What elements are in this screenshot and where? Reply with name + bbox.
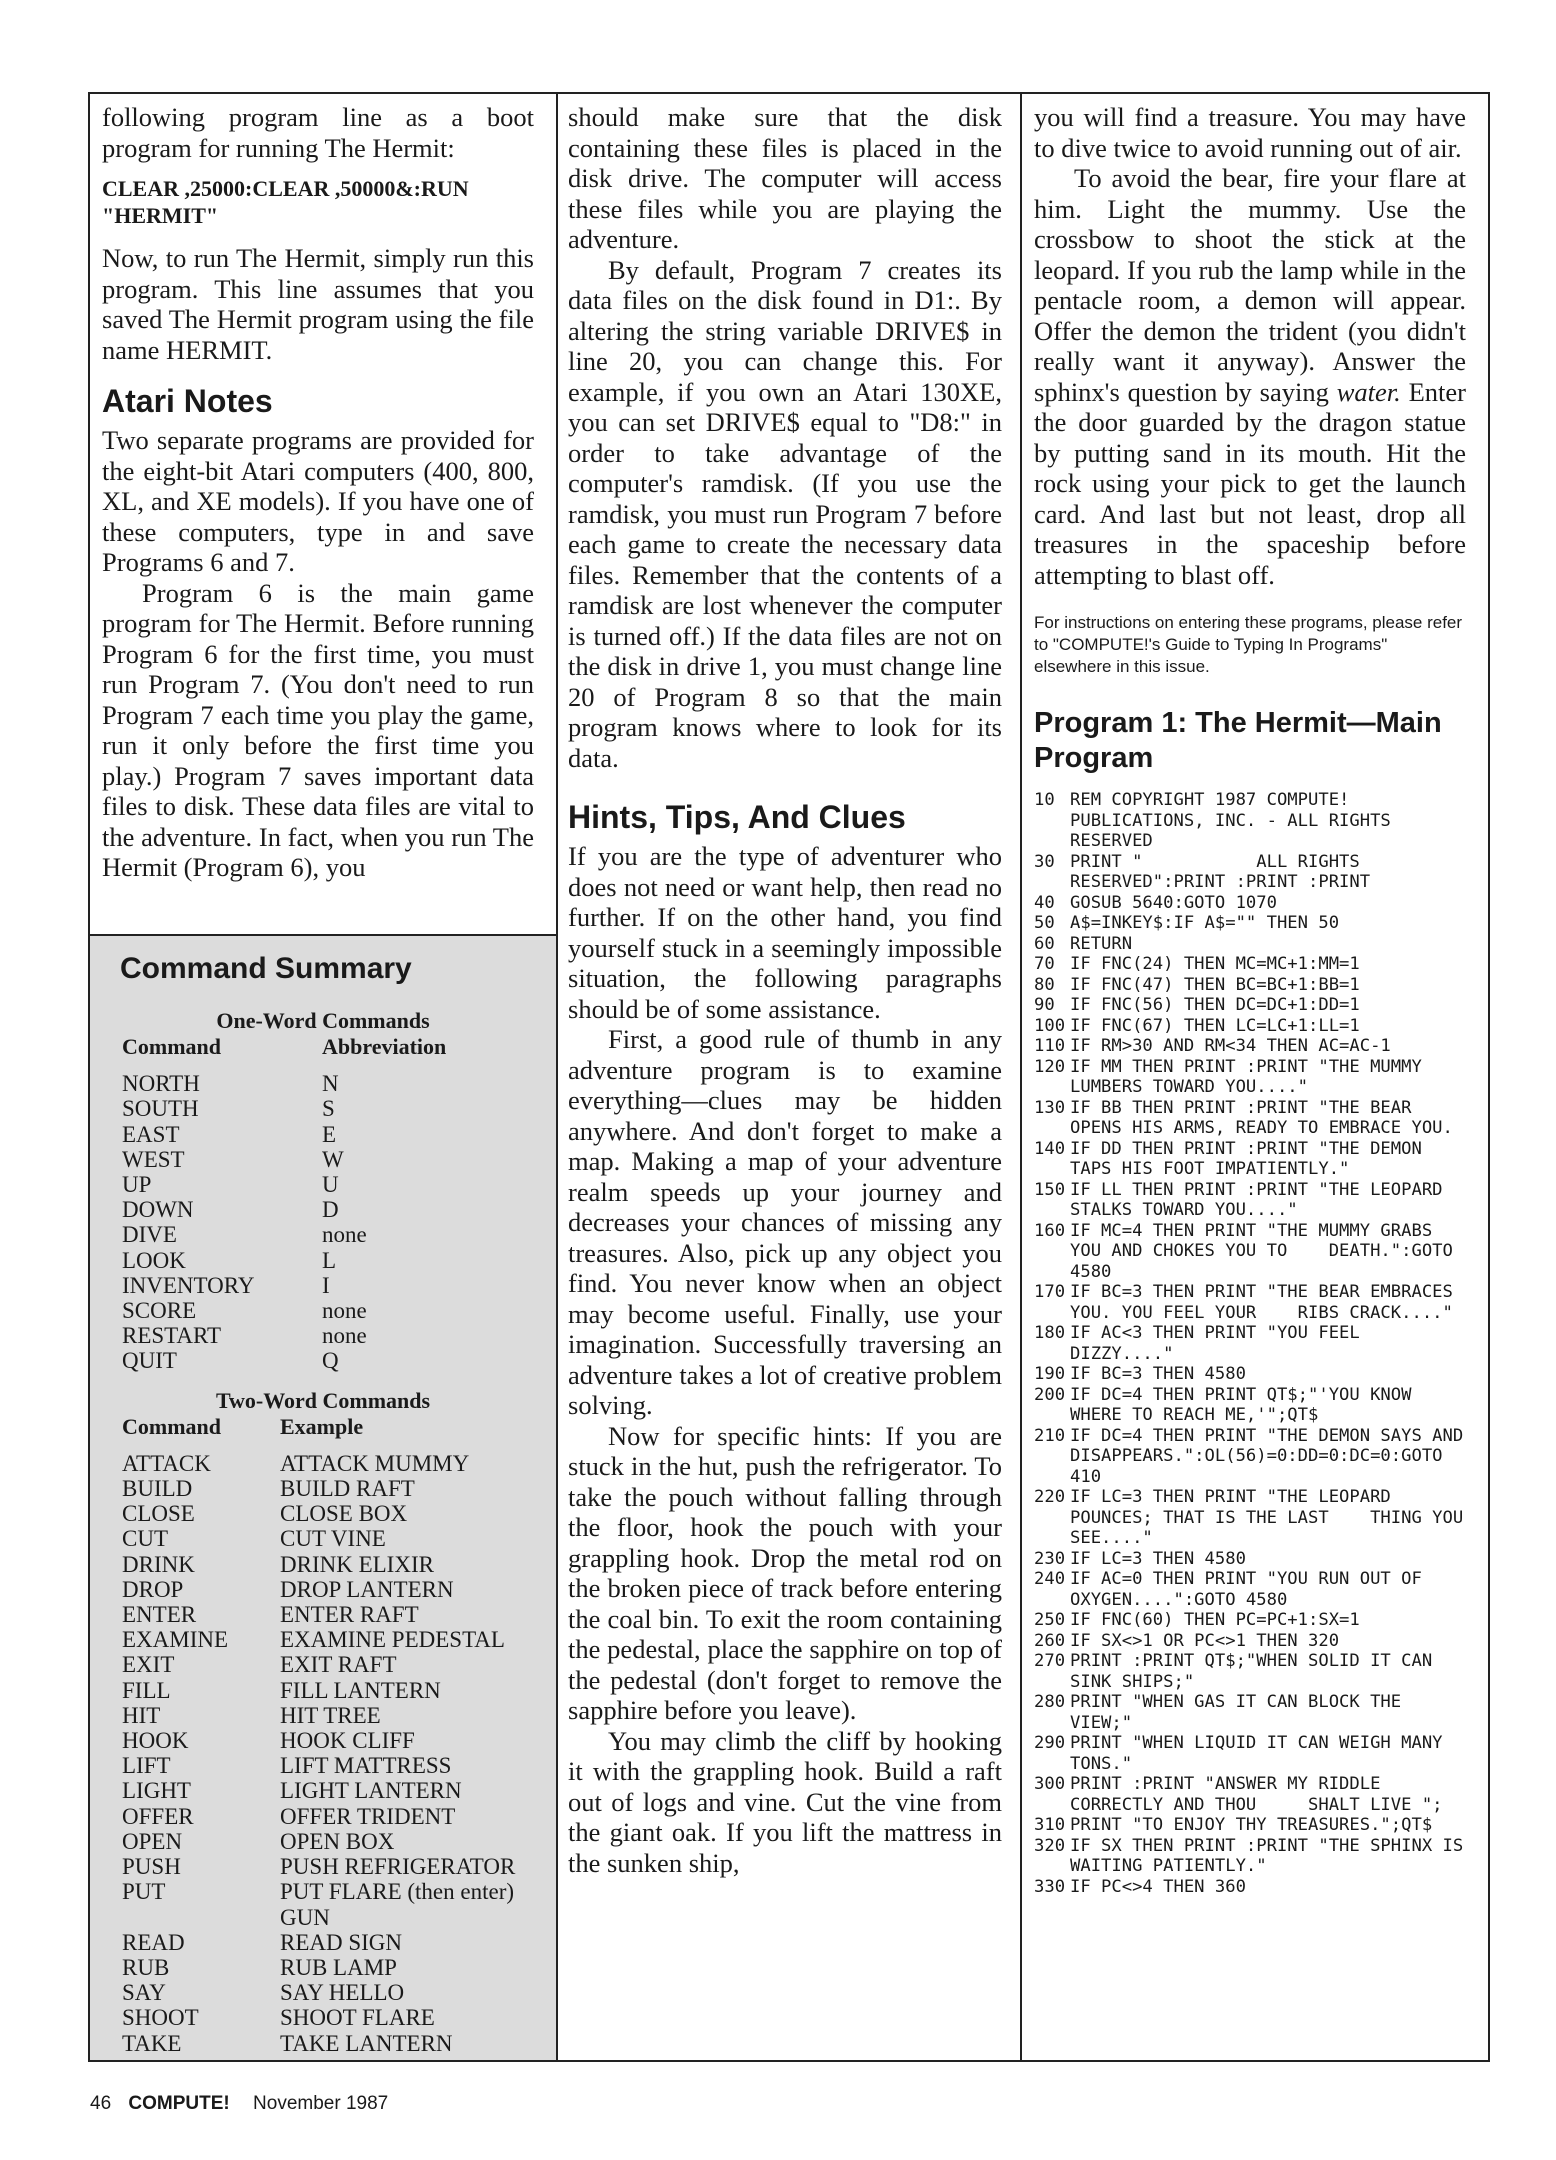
command-abbreviation: none bbox=[322, 1222, 367, 1248]
line-statement: IF MC=4 THEN PRINT "THE MUMMY GRABS YOU AND CHOKES YOU TO DEATH.":GOTO 4580 bbox=[1070, 1220, 1464, 1282]
two_word-row bbox=[122, 1955, 556, 1980]
command-summary-title: Command Summary bbox=[120, 952, 412, 985]
line-number: 320 bbox=[1034, 1835, 1066, 1856]
line-statement: IF FNC(24) THEN MC=MC+1:MM=1 bbox=[1070, 954, 1360, 974]
command-example: HOOK CLIFF bbox=[280, 1728, 415, 1754]
command-abbreviation: none bbox=[322, 1298, 367, 1324]
line-number: 160 bbox=[1034, 1220, 1066, 1241]
line-statement: GOSUB 5640:GOTO 1070 bbox=[1070, 892, 1277, 913]
code-line bbox=[1034, 995, 1466, 1016]
two_word-row bbox=[122, 1778, 556, 1803]
command-name: FILL bbox=[122, 1677, 171, 1703]
code-line bbox=[1034, 1835, 1474, 1877]
line-statement: PRINT :PRINT "ANSWER MY RIDDLE CORRECTLY AND THOU SHALT LIVE "; bbox=[1070, 1774, 1443, 1815]
code-line bbox=[1034, 1692, 1466, 1733]
command-abbreviation: D bbox=[322, 1197, 339, 1223]
hints-paragraph-2: First, a good rule of thumb in any adventure program is to examine everything—clues may be hidden anywhere. And don't forget to make a map. Making a map of your adventure realm speeds up your journey and decreases your chances of missing any treasures. Also, pick up any object you find. You never know when an object may become useful. Finally, use your imagination. Successfully traversing an adventure takes a lot of creative problem solving. bbox=[568, 1024, 1002, 1420]
command-example: EXAMINE PEDESTAL bbox=[280, 1627, 505, 1653]
boot-code: CLEAR ,25000:CLEAR ,50000&:RUN "HERMIT" bbox=[102, 176, 469, 228]
one_word-row bbox=[122, 1298, 556, 1323]
line-statement: IF DC=4 THEN PRINT "THE DEMON SAYS AND DISAPPEARS.":OL(56)=0:DD=0:DC=0:GOTO 410 bbox=[1070, 1425, 1474, 1487]
code-line bbox=[1034, 1425, 1474, 1488]
command-name: HOOK bbox=[122, 1728, 189, 1754]
line-number: 90 bbox=[1034, 995, 1055, 1015]
command-name: DIVE bbox=[122, 1222, 177, 1248]
col-example: Example bbox=[280, 1413, 364, 1439]
command-name: DOWN bbox=[122, 1197, 194, 1223]
command-example: ATTACK MUMMY bbox=[280, 1450, 470, 1476]
two_word-row bbox=[122, 1451, 556, 1476]
line-number: 200 bbox=[1034, 1384, 1066, 1405]
line-number: 150 bbox=[1034, 1179, 1066, 1200]
command-abbreviation: none bbox=[322, 1323, 367, 1349]
command-abbreviation: W bbox=[322, 1146, 344, 1172]
line-statement: RETURN bbox=[1070, 933, 1133, 954]
one_word-row bbox=[122, 1197, 556, 1222]
line-number: 250 bbox=[1034, 1610, 1066, 1630]
command-example: LIFT MATTRESS bbox=[280, 1753, 452, 1779]
code-line bbox=[1034, 1774, 1466, 1815]
command-example: TAKE LANTERN bbox=[280, 2030, 453, 2056]
one-word-title: One-Word Commands bbox=[216, 1008, 430, 1033]
command-name: RUB bbox=[122, 1954, 170, 1980]
line-statement: IF FNC(56) THEN DC=DC+1:DD=1 bbox=[1070, 995, 1360, 1015]
one_word-row bbox=[122, 1323, 556, 1348]
line-number: 310 bbox=[1034, 1815, 1066, 1835]
page-number: 46 bbox=[90, 2093, 112, 2114]
line-number: 10 bbox=[1034, 790, 1055, 810]
magazine-name: COMPUTE! bbox=[128, 2093, 230, 2114]
typing-note: For instructions on entering these programs, please refer to "COMPUTE!'s Guide to Typing In Programs" elsewhere in this issue. bbox=[1034, 613, 1463, 676]
command-name: TAKE bbox=[122, 2030, 182, 2056]
two_word-row bbox=[122, 1476, 556, 1501]
two-word-rows bbox=[122, 1451, 556, 2056]
line-number: 180 bbox=[1034, 1323, 1066, 1343]
col3-p2-italic: water. bbox=[1336, 376, 1401, 407]
two_word-row bbox=[122, 1753, 556, 1778]
two-word-title: Two-Word Commands bbox=[215, 1387, 431, 1413]
command-name: EXIT bbox=[122, 1652, 175, 1678]
code-line bbox=[1034, 790, 1466, 852]
one_word-row bbox=[122, 1273, 556, 1298]
program-listing bbox=[1034, 790, 1474, 1897]
paragraph-boot: following program line as a boot program for running The Hermit: bbox=[102, 102, 534, 163]
one_word-row bbox=[122, 1172, 556, 1197]
code-line bbox=[1034, 934, 1466, 955]
command-name: BUILD bbox=[122, 1476, 193, 1502]
line-number: 300 bbox=[1034, 1774, 1066, 1794]
command-name: DROP bbox=[122, 1576, 184, 1602]
one-word-header bbox=[122, 1034, 556, 1059]
code-line bbox=[1034, 1877, 1466, 1898]
line-statement: IF RM>30 AND RM<34 THEN AC=AC-1 bbox=[1070, 1036, 1391, 1056]
code-line bbox=[1034, 1487, 1474, 1549]
line-statement: IF BB THEN PRINT :PRINT "THE BEAR OPENS HIS ARMS, READY TO EMBRACE YOU. bbox=[1070, 1097, 1453, 1138]
command-name: SOUTH bbox=[122, 1096, 199, 1122]
line-statement: PRINT :PRINT QT$;"WHEN SOLID IT CAN SINK SHIPS;" bbox=[1070, 1651, 1443, 1692]
command-name: SHOOT bbox=[122, 2005, 199, 2031]
hints-paragraph-4: You may climb the cliff by hooking it with the grappling hook. Build a raft out of logs and vine. Cut the vine from the giant oak. If you lift the mattress in the sunken ship, bbox=[568, 1725, 1002, 1878]
command-name: SAY bbox=[122, 1980, 166, 2006]
line-statement: PRINT "WHEN LIQUID IT CAN WEIGH MANY TONS." bbox=[1070, 1733, 1453, 1774]
atari-notes-heading: Atari Notes bbox=[102, 383, 273, 419]
column-3 bbox=[1034, 102, 1474, 1897]
two_word-row bbox=[122, 1652, 556, 1677]
code-line bbox=[1034, 1631, 1466, 1652]
line-number: 170 bbox=[1034, 1282, 1066, 1302]
two_word-row bbox=[122, 1602, 556, 1627]
command-summary-box bbox=[90, 934, 556, 2060]
code-line bbox=[1034, 1139, 1466, 1180]
line-number: 280 bbox=[1034, 1692, 1066, 1712]
line-number: 230 bbox=[1034, 1548, 1066, 1569]
col-command: Command bbox=[122, 1413, 222, 1439]
one_word-row bbox=[122, 1248, 556, 1273]
hints-paragraph-3: Now for specific hints: If you are stuck in the hut, push the refrigerator. To take the pouch without falling through the floor, hook the pouch with your grappling hook. Drop the metal rod on the broken piece of track before entering the coal bin. To exit the room containing the pedestal, place the sapphire on top of the pedestal (don't forget to remove the sapphire before you leave). bbox=[568, 1420, 1002, 1725]
one_word-row bbox=[122, 1222, 556, 1247]
command-example: HIT TREE bbox=[280, 1702, 381, 1728]
command-name: SCORE bbox=[122, 1298, 197, 1324]
line-statement: IF SX THEN PRINT :PRINT "THE SPHINX IS WAITING PATIENTLY." bbox=[1070, 1835, 1474, 1876]
hints-heading: Hints, Tips, And Clues bbox=[568, 799, 906, 835]
line-number: 70 bbox=[1034, 954, 1055, 974]
command-abbreviation: U bbox=[322, 1172, 339, 1198]
command-example: CUT VINE bbox=[280, 1526, 386, 1552]
line-number: 100 bbox=[1034, 1015, 1066, 1036]
line-number: 140 bbox=[1034, 1138, 1066, 1159]
command-example: FILL LANTERN bbox=[280, 1677, 441, 1703]
line-number: 50 bbox=[1034, 913, 1055, 933]
line-statement: IF AC=0 THEN PRINT "YOU RUN OUT OF OXYGEN....":GOTO 4580 bbox=[1070, 1569, 1433, 1610]
command-name: LOOK bbox=[122, 1247, 186, 1273]
command-name: UP bbox=[122, 1172, 152, 1198]
two_word-row bbox=[122, 1552, 556, 1577]
line-statement: IF AC<3 THEN PRINT "YOU FEEL DIZZY...." bbox=[1070, 1323, 1371, 1364]
command-name: LIGHT bbox=[122, 1778, 191, 1804]
line-number: 220 bbox=[1034, 1487, 1066, 1507]
two_word-row bbox=[122, 1829, 556, 1854]
command-name: HIT bbox=[122, 1702, 161, 1728]
two_word-row bbox=[122, 1577, 556, 1602]
code-line bbox=[1034, 1036, 1466, 1057]
command-example: ENTER RAFT bbox=[280, 1602, 419, 1628]
code-line bbox=[1034, 1180, 1466, 1221]
line-statement: IF FNC(67) THEN LC=LC+1:LL=1 bbox=[1070, 1015, 1360, 1036]
col2-paragraph-1: should make sure that the disk containing these files is placed in the disk drive. The computer will access these files while you are playing the adventure. bbox=[568, 102, 1002, 254]
command-abbreviation: S bbox=[322, 1096, 335, 1122]
code-line bbox=[1034, 1610, 1466, 1631]
col-abbreviation: Abbreviation bbox=[322, 1034, 447, 1059]
col3-p2-text: To avoid the bear, fire your flare at him. Light the mummy. Use the crossbow to shoot the stick at the leopard. If you rub the lamp while in the pentacle room, a demon will appear. Offer the demon the trident (you didn't really want it anyway). Answer the sphinx's question by saying bbox=[1034, 163, 1466, 407]
line-statement: IF FNC(47) THEN BC=BC+1:BB=1 bbox=[1070, 974, 1360, 995]
command-abbreviation: E bbox=[322, 1121, 337, 1147]
command-name: READ bbox=[122, 1929, 185, 1955]
command-name: NORTH bbox=[122, 1071, 200, 1097]
one_word-row bbox=[122, 1096, 556, 1121]
command-name: CUT bbox=[122, 1526, 168, 1552]
line-number: 30 bbox=[1034, 851, 1055, 872]
col3-paragraph-2 bbox=[1034, 163, 1466, 590]
code-line bbox=[1034, 1385, 1466, 1426]
command-example: PUT FLARE (then enter) GUN bbox=[280, 1879, 515, 1930]
two_word-row bbox=[122, 2005, 556, 2030]
two_word-row bbox=[122, 1930, 556, 1955]
column-2 bbox=[568, 102, 1002, 1878]
command-name: PUT bbox=[122, 1879, 166, 1905]
code-line bbox=[1034, 1815, 1466, 1836]
two-word-header bbox=[122, 1414, 556, 1439]
command-example: DROP LANTERN bbox=[280, 1576, 454, 1602]
line-statement: PRINT "TO ENJOY THY TREASURES.";QT$ bbox=[1070, 1815, 1433, 1835]
one_word-row bbox=[122, 1147, 556, 1172]
paragraph-run: Now, to run The Hermit, simply run this program. This line assumes that you saved The Hermit program using the file name HERMIT. bbox=[102, 243, 534, 365]
two_word-row bbox=[122, 1678, 556, 1703]
command-example: OFFER TRIDENT bbox=[280, 1803, 456, 1829]
command-name: INVENTORY bbox=[122, 1272, 255, 1298]
one_word-row bbox=[122, 1071, 556, 1096]
line-number: 330 bbox=[1034, 1876, 1066, 1897]
two_word-row bbox=[122, 1804, 556, 1829]
command-abbreviation: L bbox=[322, 1247, 337, 1273]
code-line bbox=[1034, 954, 1466, 975]
line-number: 80 bbox=[1034, 974, 1055, 995]
atari-paragraph-1: Two separate programs are provided for the eight-bit Atari computers (400, 800, XL, and XE models). If you have one of these computers, type in and save Programs 6 and 7. bbox=[102, 425, 534, 577]
code-line bbox=[1034, 913, 1466, 934]
command-example: RUB LAMP bbox=[280, 1954, 397, 1980]
line-number: 260 bbox=[1034, 1630, 1066, 1651]
command-name: OPEN bbox=[122, 1828, 183, 1854]
column-1 bbox=[102, 102, 534, 883]
command-name: ENTER bbox=[122, 1602, 197, 1628]
one_word-row bbox=[122, 1348, 556, 1373]
two_word-row bbox=[122, 1627, 556, 1652]
command-name: QUIT bbox=[122, 1348, 177, 1374]
line-statement: IF DC=4 THEN PRINT QT$;"'YOU KNOW WHERE TO REACH ME,'";QT$ bbox=[1070, 1384, 1422, 1425]
command-example: EXIT RAFT bbox=[280, 1652, 397, 1678]
page-footer bbox=[90, 2093, 388, 2115]
code-line bbox=[1034, 893, 1466, 914]
line-statement: IF BC=3 THEN 4580 bbox=[1070, 1364, 1246, 1384]
program-title: Program 1: The Hermit—Main Program bbox=[1034, 707, 1442, 774]
code-line bbox=[1034, 975, 1466, 996]
two-word-table bbox=[122, 1414, 556, 2056]
command-example: SHOOT FLARE bbox=[280, 2005, 435, 2031]
one-word-rows bbox=[122, 1071, 556, 1373]
line-number: 130 bbox=[1034, 1097, 1066, 1118]
two_word-row bbox=[122, 1980, 556, 2005]
two_word-row bbox=[122, 1526, 556, 1551]
code-line bbox=[1034, 1733, 1466, 1774]
line-statement: IF LL THEN PRINT :PRINT "THE LEOPARD STALKS TOWARD YOU...." bbox=[1070, 1179, 1453, 1220]
command-example: PUSH REFRIGERATOR bbox=[280, 1854, 516, 1880]
command-name: ATTACK bbox=[122, 1450, 211, 1476]
line-number: 290 bbox=[1034, 1733, 1066, 1753]
command-name: RESTART bbox=[122, 1323, 222, 1349]
line-number: 240 bbox=[1034, 1569, 1066, 1589]
col-command: Command bbox=[122, 1034, 222, 1059]
line-statement: IF DD THEN PRINT :PRINT "THE DEMON TAPS HIS FOOT IMPATIENTLY." bbox=[1070, 1138, 1433, 1179]
code-line bbox=[1034, 1651, 1466, 1692]
two_word-row bbox=[122, 1728, 556, 1753]
col3-paragraph-1: you will find a treasure. You may have to dive twice to avoid running out of air. bbox=[1034, 102, 1466, 163]
atari-paragraph-2: Program 6 is the main game program for The Hermit. Before running Program 6 for the first time, you must run Program 7. (You don't need to run Program 7 each time you play the game, run it only before the first time you play.) Program 7 saves important data files to disk. These data files are vital to the adventure. In fact, when you run The Hermit (Program 6), you bbox=[102, 577, 534, 882]
line-statement: IF BC=3 THEN PRINT "THE BEAR EMBRACES YOU. YOU FEEL YOUR RIBS CRACK...." bbox=[1070, 1282, 1464, 1323]
command-example: OPEN BOX bbox=[280, 1828, 395, 1854]
line-statement: IF PC<>4 THEN 360 bbox=[1070, 1876, 1246, 1897]
line-statement: PRINT " ALL RIGHTS RESERVED":PRINT :PRINT :PRINT bbox=[1070, 851, 1371, 892]
two_word-row bbox=[122, 1703, 556, 1728]
issue-date: November 1987 bbox=[253, 2093, 389, 2114]
code-line bbox=[1034, 1569, 1466, 1610]
hints-paragraph-1: If you are the type of adventurer who does not need or want help, then read no further. If on the other hand, you find yourself stuck in a seemingly impossible situation, the following paragraphs should be of some assistance. bbox=[568, 841, 1002, 1024]
code-line bbox=[1034, 1057, 1466, 1098]
command-example: CLOSE BOX bbox=[280, 1501, 408, 1527]
code-line bbox=[1034, 1549, 1466, 1570]
command-name: LIFT bbox=[122, 1753, 171, 1779]
line-statement: IF MM THEN PRINT :PRINT "THE MUMMY LUMBERS TOWARD YOU...." bbox=[1070, 1056, 1433, 1097]
col2-paragraph-2: By default, Program 7 creates its data files on the disk found in D1:. By altering the string variable DRIVE$ in line 20, you can change this. For example, if you own an Atari 130XE, you can set DRIVE$ equal to "D8:" in order to take advantage of the computer's ramdisk. (If you use the ramdisk, you must run Program 7 before each game to create the necessary data files. Remember that the contents of a ramdisk are lost whenever the computer is turned off.) If the data files are not on the disk in drive 1, you must change line 20 of Program 8 so that the main program knows where to look for its data. bbox=[568, 254, 1002, 773]
code-line bbox=[1034, 1282, 1466, 1323]
code-line bbox=[1034, 1016, 1466, 1037]
line-statement: PRINT "WHEN GAS IT CAN BLOCK THE VIEW;" bbox=[1070, 1692, 1412, 1733]
one_word-row bbox=[122, 1122, 556, 1147]
command-name: PUSH bbox=[122, 1854, 181, 1880]
command-example: DRINK ELIXIR bbox=[280, 1551, 434, 1577]
command-name: WEST bbox=[122, 1146, 185, 1172]
two_word-row bbox=[122, 1879, 556, 1929]
column-rule-1 bbox=[556, 92, 558, 2062]
code-line bbox=[1034, 1221, 1466, 1283]
command-abbreviation: N bbox=[322, 1071, 339, 1097]
line-number: 110 bbox=[1034, 1036, 1066, 1056]
line-statement: A$=INKEY$:IF A$="" THEN 50 bbox=[1070, 913, 1340, 933]
line-statement: IF LC=3 THEN PRINT "THE LEOPARD POUNCES; THAT IS THE LAST THING YOU SEE...." bbox=[1070, 1487, 1474, 1548]
two_word-row bbox=[122, 2031, 556, 2056]
command-name: EXAMINE bbox=[122, 1627, 229, 1653]
column-rule-2 bbox=[1020, 92, 1022, 2062]
command-name: DRINK bbox=[122, 1551, 195, 1577]
command-example: LIGHT LANTERN bbox=[280, 1778, 462, 1804]
line-statement: IF SX<>1 OR PC<>1 THEN 320 bbox=[1070, 1630, 1340, 1651]
line-statement: IF LC=3 THEN 4580 bbox=[1070, 1548, 1246, 1569]
command-name: OFFER bbox=[122, 1803, 194, 1829]
command-example: SAY HELLO bbox=[280, 1980, 405, 2006]
command-name: EAST bbox=[122, 1121, 180, 1147]
command-example: READ SIGN bbox=[280, 1929, 403, 1955]
command-abbreviation: Q bbox=[322, 1348, 339, 1374]
code-line bbox=[1034, 1098, 1466, 1139]
line-number: 60 bbox=[1034, 933, 1055, 954]
code-line bbox=[1034, 1364, 1466, 1385]
command-example: BUILD RAFT bbox=[280, 1476, 415, 1502]
line-number: 190 bbox=[1034, 1364, 1066, 1384]
code-line bbox=[1034, 852, 1466, 893]
line-number: 120 bbox=[1034, 1056, 1066, 1077]
line-statement: REM COPYRIGHT 1987 COMPUTE! PUBLICATIONS, INC. - ALL RIGHTS RESERVED bbox=[1070, 790, 1402, 851]
command-abbreviation: I bbox=[322, 1272, 330, 1298]
line-number: 270 bbox=[1034, 1651, 1066, 1671]
one-word-table bbox=[122, 1034, 556, 1374]
line-statement: IF FNC(60) THEN PC=PC+1:SX=1 bbox=[1070, 1610, 1360, 1630]
line-number: 210 bbox=[1034, 1425, 1066, 1446]
command-name: CLOSE bbox=[122, 1501, 195, 1527]
two_word-row bbox=[122, 1501, 556, 1526]
code-line bbox=[1034, 1323, 1466, 1364]
line-number: 40 bbox=[1034, 892, 1055, 913]
col3-p2-text-end: Enter the door guarded by the dragon statue by putting sand in its mouth. Hit the rock using your pick to get the launch card. And last but not least, drop all treasures in the spaceship before attempting to blast off. bbox=[1034, 376, 1466, 590]
two_word-row bbox=[122, 1854, 556, 1879]
